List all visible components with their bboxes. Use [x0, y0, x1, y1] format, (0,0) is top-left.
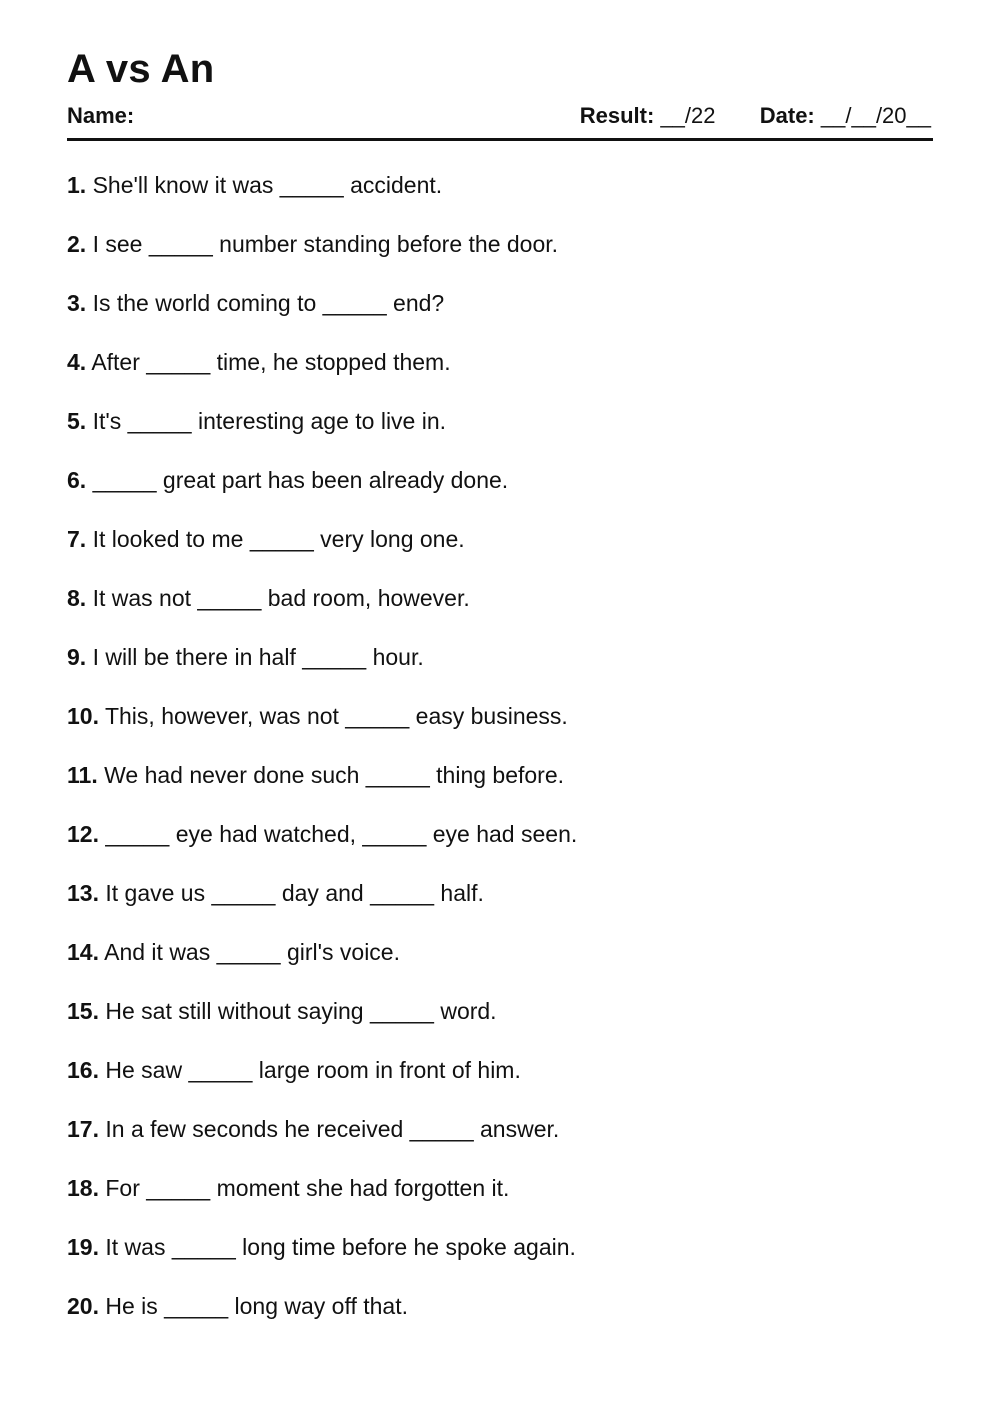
question-text: Is the world coming to _____ end? — [92, 290, 445, 316]
question-text: He is _____ long way off that. — [105, 1293, 408, 1319]
question-text: This, however, was not _____ easy business. — [104, 703, 568, 729]
question-number: 10. — [67, 703, 99, 729]
question-text: _____ great part has been already done. — [92, 467, 509, 493]
header-divider — [67, 138, 933, 141]
question-number: 17. — [67, 1116, 99, 1142]
question-number: 7. — [67, 526, 87, 552]
question-item — [67, 1114, 933, 1173]
question-number: 12. — [67, 821, 99, 847]
worksheet-title: A vs An — [67, 47, 215, 91]
question-item — [67, 1232, 933, 1291]
question-number: 15. — [67, 998, 99, 1024]
question-item — [67, 937, 933, 996]
question-number: 11. — [67, 762, 98, 788]
question-item — [67, 878, 933, 937]
question-text: It was not _____ bad room, however. — [92, 585, 470, 611]
question-number: 20. — [67, 1293, 99, 1319]
question-item — [67, 1291, 933, 1350]
question-number: 5. — [67, 408, 87, 434]
question-text: It's _____ interesting age to live in. — [92, 408, 447, 434]
question-item — [67, 583, 933, 642]
question-text: It gave us _____ day and _____ half. — [105, 880, 484, 906]
question-number: 1. — [67, 172, 87, 198]
name-label: Name: — [67, 103, 135, 128]
date-label: Date: — [759, 103, 815, 128]
worksheet-page — [67, 0, 933, 1414]
question-item — [67, 170, 933, 229]
question-text: And it was _____ girl's voice. — [104, 939, 400, 965]
question-text: After _____ time, he stopped them. — [91, 349, 451, 375]
worksheet-header — [67, 102, 933, 130]
question-text: I see _____ number standing before the door. — [92, 231, 559, 257]
question-text: I will be there in half _____ hour. — [92, 644, 424, 670]
result-value: __/22 — [660, 103, 716, 128]
question-item — [67, 347, 933, 406]
question-number: 3. — [67, 290, 87, 316]
question-item — [67, 1173, 933, 1232]
question-item — [67, 465, 933, 524]
question-text: In a few seconds he received _____ answer. — [105, 1116, 560, 1142]
question-item — [67, 819, 933, 878]
question-item — [67, 288, 933, 347]
question-number: 16. — [67, 1057, 99, 1083]
question-text: It was _____ long time before he spoke again. — [105, 1234, 576, 1260]
question-number: 2. — [67, 231, 87, 257]
question-item — [67, 406, 933, 465]
question-text: _____ eye had watched, _____ eye had seen. — [105, 821, 578, 847]
question-text: He sat still without saying _____ word. — [105, 998, 497, 1024]
question-item — [67, 1055, 933, 1114]
question-number: 8. — [67, 585, 87, 611]
question-item — [67, 760, 933, 819]
question-number: 14. — [67, 939, 99, 965]
question-number: 13. — [67, 880, 99, 906]
question-text: For _____ moment she had forgotten it. — [105, 1175, 510, 1201]
question-number: 18. — [67, 1175, 99, 1201]
question-item — [67, 229, 933, 288]
question-text: We had never done such _____ thing before. — [104, 762, 565, 788]
question-list — [67, 170, 933, 1350]
question-item — [67, 701, 933, 760]
question-item — [67, 996, 933, 1055]
question-number: 4. — [67, 349, 87, 375]
result-label: Result: — [579, 103, 655, 128]
question-text: She'll know it was _____ accident. — [92, 172, 443, 198]
question-item — [67, 524, 933, 583]
question-number: 19. — [67, 1234, 99, 1260]
question-number: 6. — [67, 467, 87, 493]
question-number: 9. — [67, 644, 87, 670]
date-value: __/__/20__ — [820, 103, 931, 128]
question-text: It looked to me _____ very long one. — [92, 526, 465, 552]
result-date-group — [580, 102, 931, 130]
question-text: He saw _____ large room in front of him. — [105, 1057, 521, 1083]
question-item — [67, 642, 933, 701]
